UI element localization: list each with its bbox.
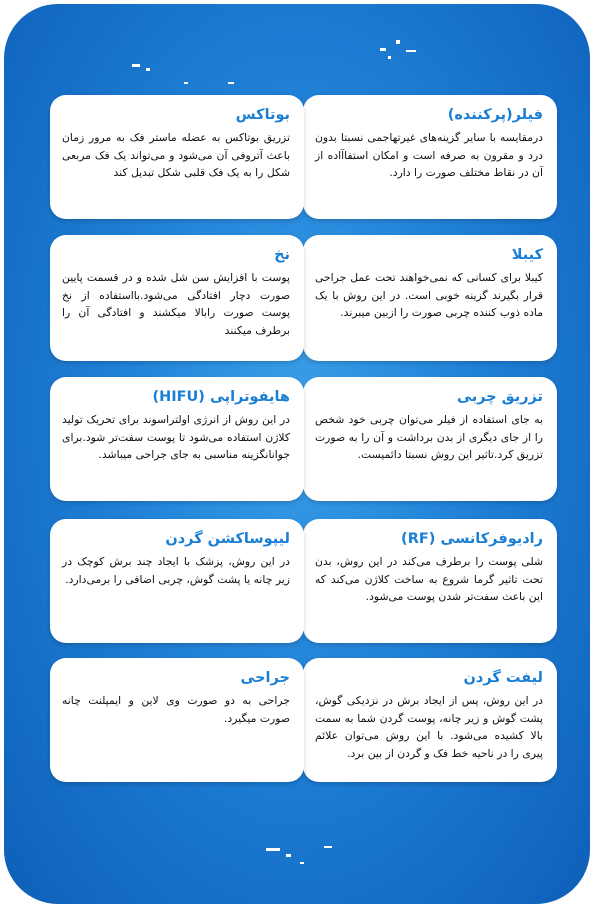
decorative-speck	[324, 846, 332, 848]
decorative-speck	[184, 82, 188, 84]
card-surgery	[50, 658, 304, 782]
card-title: لیپوساکشن گردن	[165, 531, 290, 547]
card-title: کیبلا	[511, 247, 543, 263]
card-title: رادیوفرکانسی (RF)	[401, 531, 543, 547]
decorative-speck	[396, 40, 400, 44]
card-botox	[50, 95, 304, 219]
card-text: پوست با افزایش سن شل شده و در قسمت پایین صورت دچار افتادگی می‌شود.بااستفاده از نخ پوست صورت رابالا میکشند و افتادگی آن را برطرف میکنند	[62, 271, 290, 337]
decorative-speck	[388, 56, 391, 59]
card-neck-lift	[303, 658, 557, 782]
card-fat-injection	[303, 377, 557, 501]
card-text: تزریق بوتاکس به عضله ماستر فک به مرور زمان باعث آتروفی آن می‌شود و می‌تواند یک فک مربعی شکل را به یک فک قلبی شکل تبدیل کند	[62, 131, 290, 179]
decorative-speck	[380, 48, 386, 51]
card-thread-lift	[50, 235, 304, 361]
card-neck-liposuction	[50, 519, 304, 643]
card-text: به جای استفاده از فیلر می‌توان چربی خود شخص را از جای دیگری از بدن برداشت و آن را به صورت تزریق کرد.تاثیر این روش نسبتا دائمیست.	[315, 413, 543, 461]
card-text: درمقایسه با سایر گزینه‌های غیرتهاجمی نسبتا بدون درد و مقرون به صرفه است و امکان استفاآاده از آن در نقاط مختلف صورت را دارد.	[315, 131, 543, 179]
card-text: جراحی به دو صورت وی لاین و ایمپلنت چانه صورت میگیرد.	[62, 694, 290, 725]
card-title: نخ	[274, 247, 290, 263]
decorative-speck	[286, 854, 291, 857]
card-hifu	[50, 377, 304, 501]
decorative-speck	[300, 862, 304, 864]
card-title: هایفوتراپی (HIFU)	[152, 389, 290, 405]
decorative-speck	[228, 82, 234, 84]
card-title: فیلر(پرکننده)	[447, 107, 543, 123]
card-kybella	[303, 235, 557, 361]
decorative-speck	[132, 64, 140, 67]
card-title: بوتاکس	[235, 107, 290, 123]
card-filler	[303, 95, 557, 219]
decorative-speck	[146, 68, 150, 71]
card-text: در این روش، پزشک با ایجاد چند برش کوچک در زیر چانه یا پشت گوش، چربی اضافی را برمی‌دارد.	[62, 555, 290, 586]
card-radiofrequency	[303, 519, 557, 643]
card-title: جراحی	[240, 670, 290, 686]
card-text: شلی پوست را برطرف می‌کند در این روش، بدن تحت تاثیر گرما شروع به ساخت کلاژن می‌کند که این باعث سفت‌تر شدن پوست می‌شود.	[315, 555, 543, 603]
card-text: کیبلا برای کسانی که نمی‌خواهند تحت عمل جراحی قرار بگیرند گزینه خوبی است. در این روش با یک ماده ذوب کننده چربی صورت را ازبین میبرند.	[315, 271, 543, 319]
card-title: لیفت گردن	[463, 670, 543, 686]
card-text: در این روش، پس از ایجاد برش در نزدیکی گوش، پشت گوش و زیر چانه، پوست گردن شما به سمت بالا کشیده می‌شود. با این روش می‌توان علائم پیری را در ناحیه خط فک و گردن از بین برد.	[315, 694, 543, 760]
decorative-speck	[266, 848, 280, 851]
card-title: تزریق چربی	[457, 389, 543, 405]
decorative-speck	[406, 50, 416, 52]
card-text: در این روش از انرژی اولتراسوند برای تحریک تولید کلاژن استفاده می‌شود تا پوست سفت‌تر شود.برای جوانانگزینه مناسبی به جای جراحی میباشد.	[62, 413, 290, 461]
